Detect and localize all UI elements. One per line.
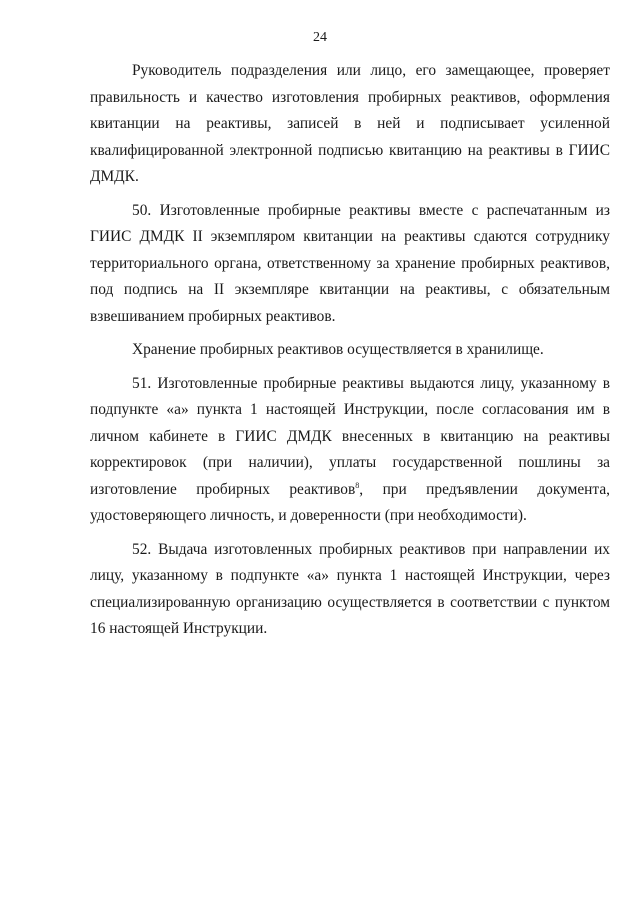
paragraph-52: 52. Выдача изготовленных пробирных реактивов при направлении их лицу, указанному в подпункте «а» пункта 1 настоящей Инструкции, через специализированную организацию осуществляется в соответствии с пунктом 16 настоящей Инструкции. [90, 540, 610, 637]
paragraph-51-text-start: 51. Изготовленные пробирные реактивы выдаются лицу, указанному в подпункте «а» пункта 1 настоящей Инструкции, после согласования им в личном кабинете в ГИИС ДМДК внесенных в квитанцию на реактивы корректировок (при наличии), уплаты государственной пошлины за изготовление пробирных реактивов [90, 374, 610, 498]
paragraph-50: 50. Изготовленные пробирные реактивы вместе с распечатанным из ГИИС ДМДК II экземпляром квитанции на реактивы сдаются сотруднику территориального органа, ответственному за хранение пробирных реактивов, под подпись на II экземпляре квитанции на реактивы, с обязательным взвешиванием пробирных реактивов. [90, 201, 610, 325]
footnote-mark: 8 [355, 480, 360, 490]
paragraph-51-text-end: , при предъявлении документа, удостоверяющего личность, и доверенности (при необходимости). [90, 480, 610, 524]
paragraph-storage: Хранение пробирных реактивов осуществляется в хранилище. [132, 341, 544, 358]
page-number: 24 [313, 30, 327, 45]
document-body [90, 58, 610, 650]
paragraph-supervisor-check: Руководитель подразделения или лицо, его замещающее, проверяет правильность и качество изготовления пробирных реактивов, оформления квитанции на реактивы, записей в ней и подписывает усиленной квалифицированной электронной подписью квитанцию на реактивы в ГИИС ДМДК. [90, 62, 610, 185]
paragraph-51 [90, 371, 610, 530]
